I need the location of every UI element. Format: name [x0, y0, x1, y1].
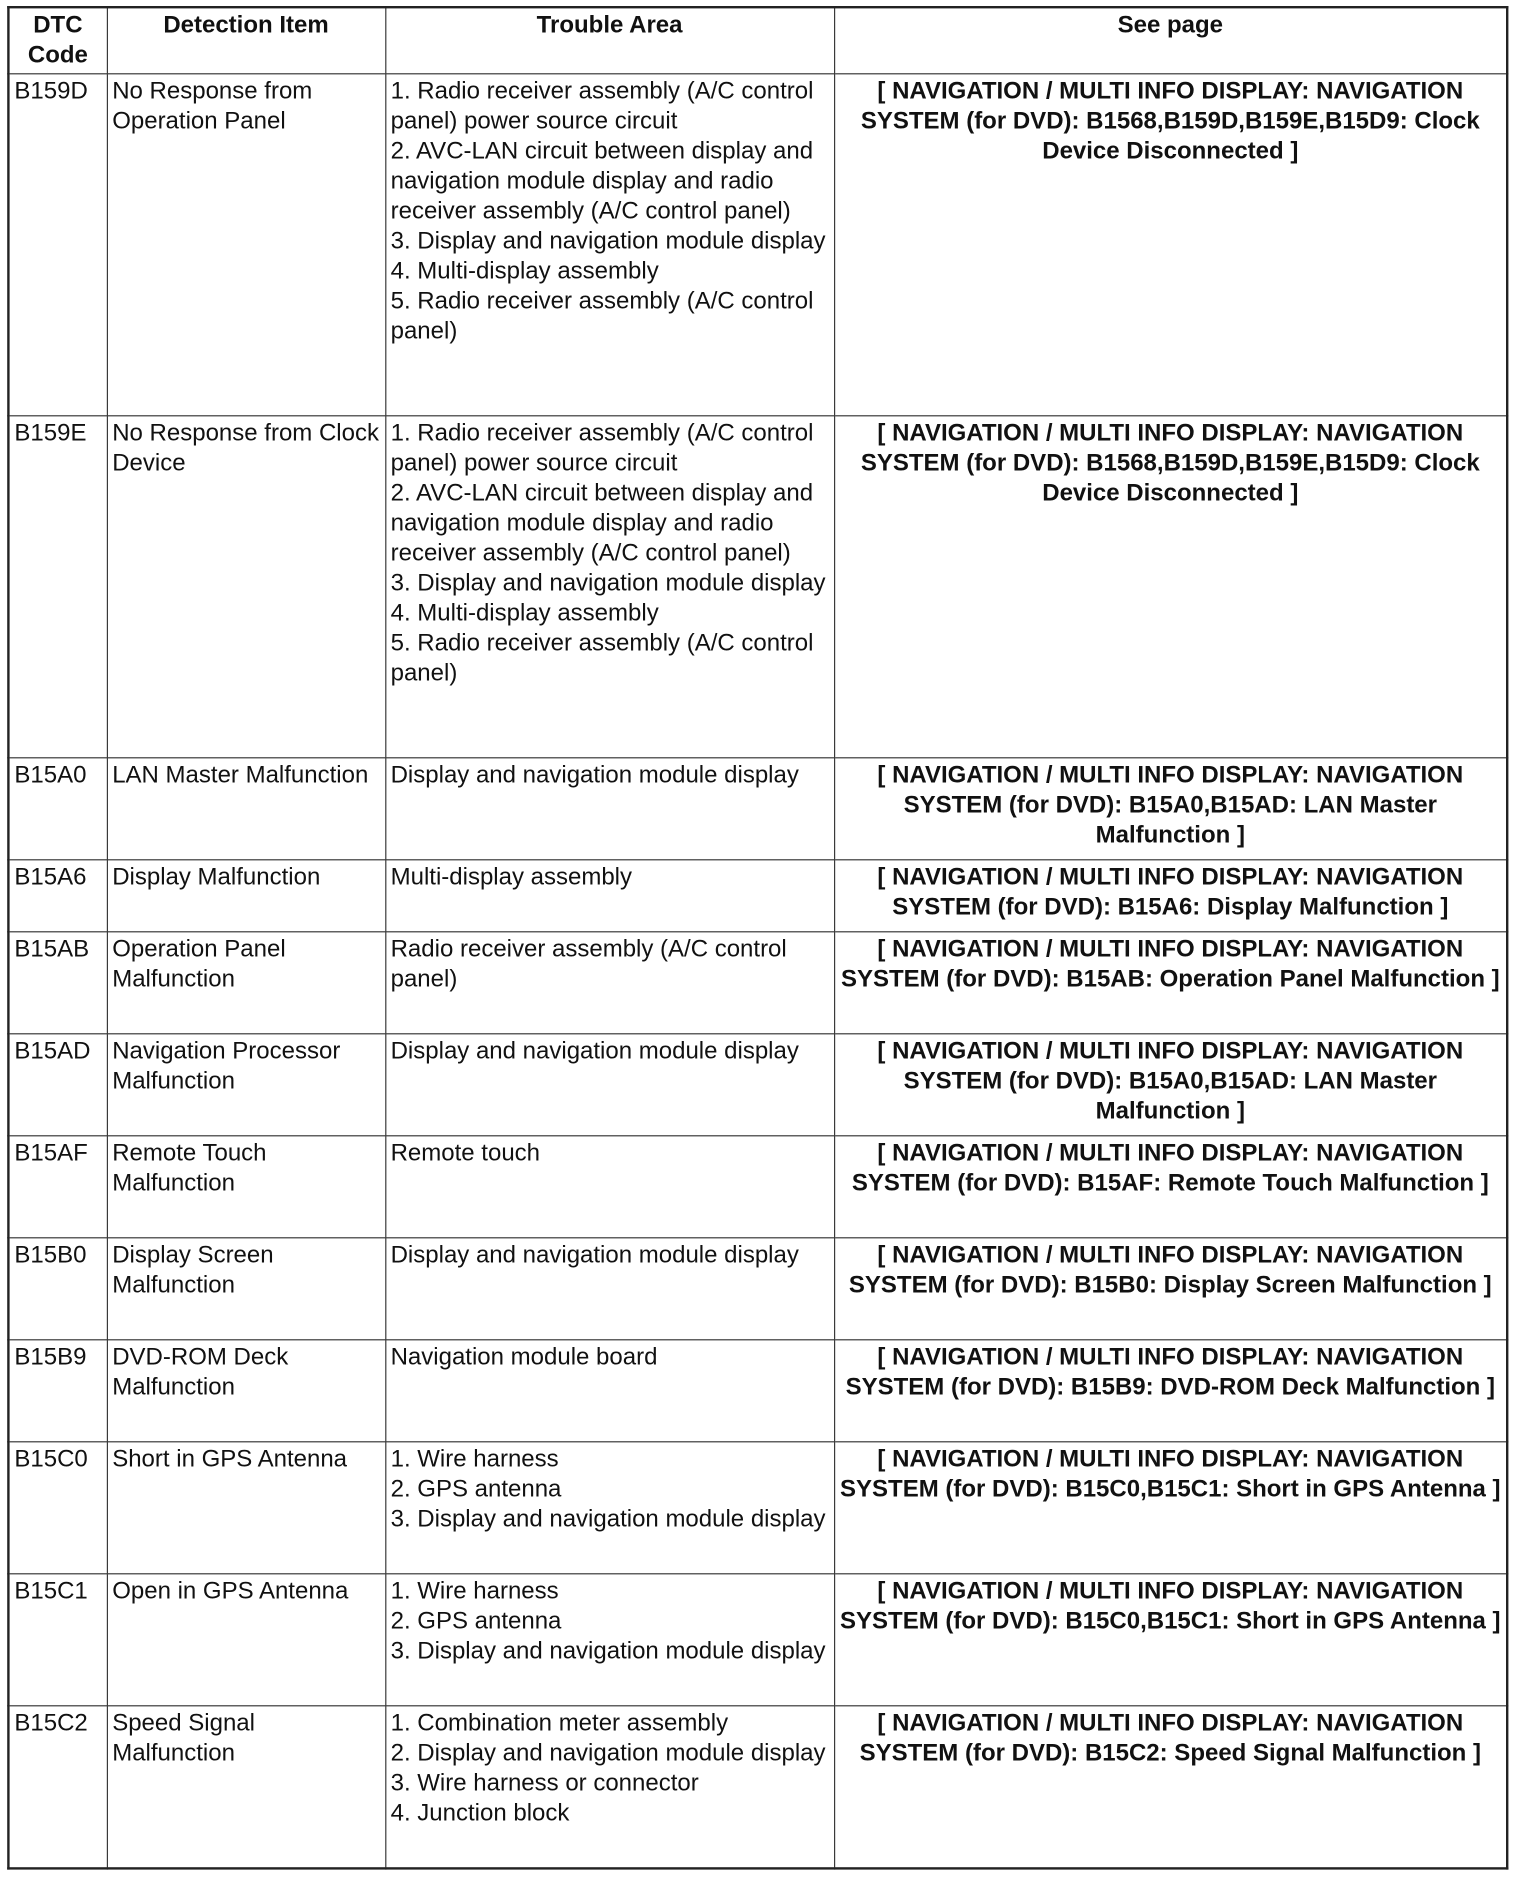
- dtc-code: B15A6: [8, 860, 106, 932]
- dtc-code: B15B0: [8, 1238, 106, 1340]
- detection-item: Speed Signal Malfunction: [107, 1706, 385, 1868]
- trouble-area: [385, 416, 834, 758]
- dtc-code: B15C0: [8, 1442, 106, 1574]
- table-row: [8, 860, 1507, 932]
- trouble-area-line: 3. Display and navigation module display: [390, 1506, 826, 1533]
- trouble-area-line: Display and navigation module display: [390, 1242, 799, 1269]
- detection-item: LAN Master Malfunction: [107, 758, 385, 860]
- dtc-code: B15AF: [8, 1136, 106, 1238]
- header-see-page: See page: [834, 7, 1507, 74]
- detection-item: Short in GPS Antenna: [107, 1442, 385, 1574]
- see-page-link[interactable]: [ NAVIGATION / MULTI INFO DISPLAY: NAVIGATION SYSTEM (for DVD): B15A6: Display Malfunction ]: [834, 860, 1507, 932]
- trouble-area: [385, 1136, 834, 1238]
- table-row: [8, 1034, 1507, 1136]
- trouble-area: [385, 1574, 834, 1706]
- detection-item: DVD-ROM Deck Malfunction: [107, 1340, 385, 1442]
- trouble-area-line: Navigation module board: [390, 1344, 658, 1371]
- dtc-table: [7, 6, 1508, 1869]
- trouble-area-line: 5. Radio receiver assembly (A/C control panel): [390, 288, 814, 345]
- detection-item: Operation Panel Malfunction: [107, 932, 385, 1034]
- trouble-area-line: 1. Radio receiver assembly (A/C control panel) power source circuit: [390, 420, 814, 477]
- trouble-area-line: 1. Combination meter assembly: [390, 1710, 729, 1737]
- header-detection-item: Detection Item: [107, 7, 385, 74]
- see-page-link[interactable]: [ NAVIGATION / MULTI INFO DISPLAY: NAVIGATION SYSTEM (for DVD): B15A0,B15AD: LAN Master Malfunction ]: [834, 1034, 1507, 1136]
- trouble-area-line: 2. AVC-LAN circuit between display and navigation module display and radio receiver assembly (A/C control panel): [390, 138, 814, 225]
- dtc-code: B15AD: [8, 1034, 106, 1136]
- see-page-link[interactable]: [ NAVIGATION / MULTI INFO DISPLAY: NAVIGATION SYSTEM (for DVD): B15C2: Speed Signal Malfunction ]: [834, 1706, 1507, 1868]
- table-row: [8, 1574, 1507, 1706]
- trouble-area: [385, 860, 834, 932]
- trouble-area-line: 4. Multi-display assembly: [390, 258, 659, 285]
- trouble-area: [385, 1442, 834, 1574]
- dtc-code: B15C2: [8, 1706, 106, 1868]
- table-row: [8, 1442, 1507, 1574]
- detection-item: Open in GPS Antenna: [107, 1574, 385, 1706]
- detection-item: No Response from Operation Panel: [107, 74, 385, 416]
- table-row: [8, 758, 1507, 860]
- trouble-area-line: Radio receiver assembly (A/C control panel): [390, 936, 787, 993]
- see-page-link[interactable]: [ NAVIGATION / MULTI INFO DISPLAY: NAVIGATION SYSTEM (for DVD): B15AB: Operation Panel Malfunction ]: [834, 932, 1507, 1034]
- trouble-area-line: Display and navigation module display: [390, 762, 799, 789]
- trouble-area-line: 1. Wire harness: [390, 1578, 559, 1605]
- detection-item: No Response from Clock Device: [107, 416, 385, 758]
- trouble-area-line: 3. Display and navigation module display: [390, 1638, 826, 1665]
- trouble-area: [385, 932, 834, 1034]
- see-page-link[interactable]: [ NAVIGATION / MULTI INFO DISPLAY: NAVIGATION SYSTEM (for DVD): B15A0,B15AD: LAN Master Malfunction ]: [834, 758, 1507, 860]
- trouble-area-line: 2. GPS antenna: [390, 1608, 562, 1635]
- header-row: [8, 7, 1507, 74]
- trouble-area-line: 3. Wire harness or connector: [390, 1770, 699, 1797]
- trouble-area: [385, 1034, 834, 1136]
- trouble-area-line: 3. Display and navigation module display: [390, 570, 826, 597]
- see-page-link[interactable]: [ NAVIGATION / MULTI INFO DISPLAY: NAVIGATION SYSTEM (for DVD): B15B0: Display Screen Malfunction ]: [834, 1238, 1507, 1340]
- see-page-link[interactable]: [ NAVIGATION / MULTI INFO DISPLAY: NAVIGATION SYSTEM (for DVD): B15C0,B15C1: Short in GPS Antenna ]: [834, 1442, 1507, 1574]
- table-row: [8, 932, 1507, 1034]
- see-page-link[interactable]: [ NAVIGATION / MULTI INFO DISPLAY: NAVIGATION SYSTEM (for DVD): B15AF: Remote Touch Malfunction ]: [834, 1136, 1507, 1238]
- see-page-link[interactable]: [ NAVIGATION / MULTI INFO DISPLAY: NAVIGATION SYSTEM (for DVD): B1568,B159D,B159E,B15D9: Clock Device Disconnected ]: [834, 74, 1507, 416]
- trouble-area-line: 2. Display and navigation module display: [390, 1740, 826, 1767]
- trouble-area-line: 2. GPS antenna: [390, 1476, 562, 1503]
- trouble-area-line: 1. Radio receiver assembly (A/C control panel) power source circuit: [390, 78, 814, 135]
- detection-item: Display Screen Malfunction: [107, 1238, 385, 1340]
- detection-item: Navigation Processor Malfunction: [107, 1034, 385, 1136]
- trouble-area: [385, 74, 834, 416]
- trouble-area-line: 2. AVC-LAN circuit between display and navigation module display and radio receiver assembly (A/C control panel): [390, 480, 814, 567]
- trouble-area-line: Remote touch: [390, 1140, 541, 1167]
- dtc-code: B159E: [8, 416, 106, 758]
- trouble-area-line: 4. Junction block: [390, 1800, 570, 1827]
- dtc-code: B159D: [8, 74, 106, 416]
- trouble-area-line: 1. Wire harness: [390, 1446, 559, 1473]
- table-row: [8, 1136, 1507, 1238]
- trouble-area: [385, 758, 834, 860]
- trouble-area-line: 4. Multi-display assembly: [390, 600, 659, 627]
- header-trouble-area: Trouble Area: [385, 7, 834, 74]
- dtc-code: B15AB: [8, 932, 106, 1034]
- dtc-code: B15C1: [8, 1574, 106, 1706]
- detection-item: Display Malfunction: [107, 860, 385, 932]
- table-row: [8, 1238, 1507, 1340]
- trouble-area-line: Display and navigation module display: [390, 1038, 799, 1065]
- see-page-link[interactable]: [ NAVIGATION / MULTI INFO DISPLAY: NAVIGATION SYSTEM (for DVD): B1568,B159D,B159E,B15D9: Clock Device Disconnected ]: [834, 416, 1507, 758]
- trouble-area: [385, 1340, 834, 1442]
- trouble-area-line: Multi-display assembly: [390, 864, 633, 891]
- trouble-area: [385, 1238, 834, 1340]
- trouble-area: [385, 1706, 834, 1868]
- dtc-code: B15A0: [8, 758, 106, 860]
- table-row: [8, 1706, 1507, 1868]
- detection-item: Remote Touch Malfunction: [107, 1136, 385, 1238]
- header-dtc-code: DTC Code: [8, 7, 106, 74]
- see-page-link[interactable]: [ NAVIGATION / MULTI INFO DISPLAY: NAVIGATION SYSTEM (for DVD): B15B9: DVD-ROM Deck Malfunction ]: [834, 1340, 1507, 1442]
- trouble-area-line: 5. Radio receiver assembly (A/C control panel): [390, 630, 814, 687]
- see-page-link[interactable]: [ NAVIGATION / MULTI INFO DISPLAY: NAVIGATION SYSTEM (for DVD): B15C0,B15C1: Short in GPS Antenna ]: [834, 1574, 1507, 1706]
- table-row: [8, 416, 1507, 758]
- dtc-code: B15B9: [8, 1340, 106, 1442]
- trouble-area-line: 3. Display and navigation module display: [390, 228, 826, 255]
- table-row: [8, 74, 1507, 416]
- table-row: [8, 1340, 1507, 1442]
